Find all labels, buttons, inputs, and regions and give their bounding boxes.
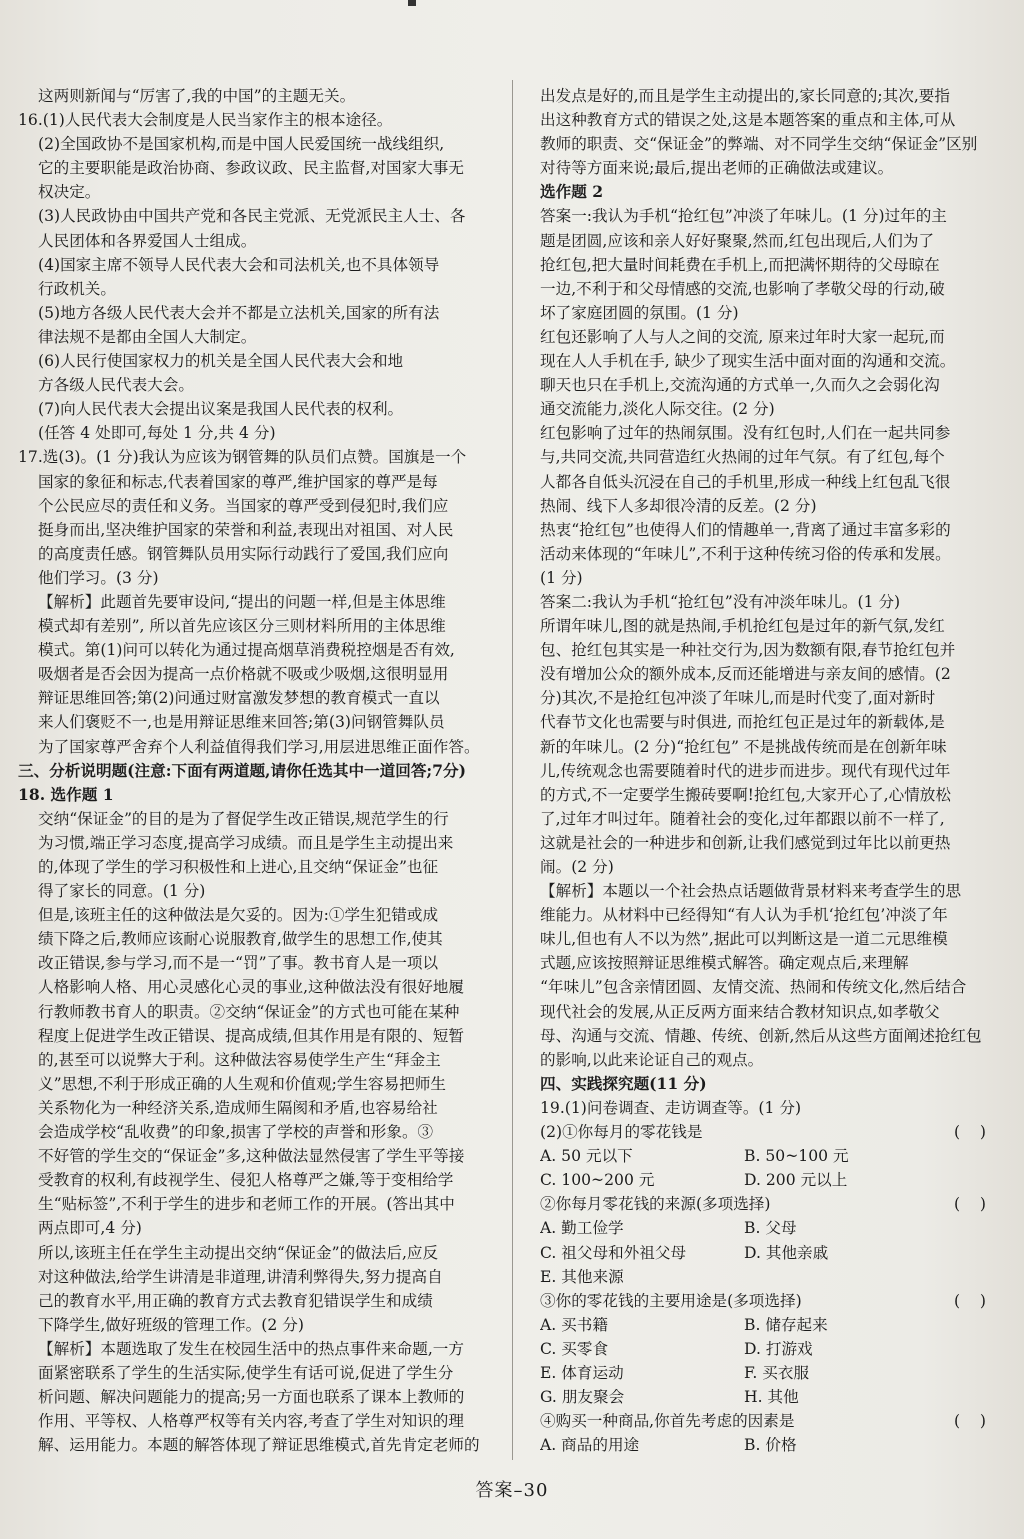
survey-option: B. 50~100 元 xyxy=(744,1147,849,1166)
survey-option: A. 买书籍 xyxy=(540,1315,608,1334)
text-line: 味儿,但也有人不以为然”,据此可以判断这是一道二元思维模 xyxy=(540,930,948,949)
survey-option: A. 勤工俭学 xyxy=(540,1219,624,1238)
text-line: 绩下降之后,教师应该耐心说服教育,做学生的思想工作,使其 xyxy=(38,930,443,949)
survey-option: A. 商品的用途 xyxy=(540,1436,640,1455)
text-line: (5)地方各级人民代表大会并不都是立法机关,国家的所有法 xyxy=(38,303,440,322)
survey-option: B. 价格 xyxy=(744,1436,797,1455)
text-line: 不好管的学生交的“保证金”多,这种做法显然侵害了学生平等接 xyxy=(38,1147,465,1166)
text-line: 三、分析说明题(注意:下面有两道题,请你任选其中一道回答;7分) xyxy=(18,760,466,780)
text-line: 一边,不利于和父母情感的交流,也影响了孝敬父母的行动,破 xyxy=(540,279,945,298)
text-line: 题是团圆,应该和亲人好好聚聚,然而,红包出现后,人们为了 xyxy=(540,231,935,250)
text-line: 17.选(3)。(1 分)我认为应该为钢管舞的队员们点赞。国旗是一个 xyxy=(18,448,467,467)
page-number: 答案–30 xyxy=(475,1480,549,1501)
survey-option: C. 100~200 元 xyxy=(540,1171,655,1190)
text-line: (7)向人民代表大会提出议案是我国人民代表的权利。 xyxy=(38,400,404,419)
text-line: 改正错误,参与学习,而不是一“罚”了事。教书育人是一项以 xyxy=(38,954,439,973)
text-line: 他们学习。(3 分) xyxy=(38,568,159,587)
text-line: 人都各自低头沉浸在自己的手机里,形成一种线上红包乱飞很 xyxy=(540,472,951,491)
text-line: 模式。第(1)问可以转化为通过提高烟草消费税控烟是否有效, xyxy=(38,641,455,660)
text-line: 出这种教育方式的错误之处,这是本题答案的重点和主体,可从 xyxy=(540,111,956,130)
text-line: 生“贴标签”,不利于学生的进步和老师工作的开展。(答出其中 xyxy=(38,1195,455,1214)
text-line: 两点即可,4 分) xyxy=(38,1219,142,1238)
text-line: 【解析】本题选取了发生在校园生活中的热点事件来命题,一方 xyxy=(38,1339,464,1358)
text-line: 来人们褒贬不一,也是用辩证思维来回答;第(3)问钢管舞队员 xyxy=(38,713,445,732)
survey-options-row xyxy=(540,1216,990,1240)
survey-question xyxy=(540,1289,990,1313)
text-line: 对这种做法,给学生讲清是非道理,讲清利弊得失,努力提高自 xyxy=(38,1267,443,1286)
text-line: 对待等方面来说;最后,提出老师的正确做法或建议。 xyxy=(540,159,894,178)
text-line: 下降学生,做好班级的管理工作。(2 分) xyxy=(38,1315,304,1334)
text-line: 为习惯,端正学习态度,提高学习成绩。而且是学生主动提出来 xyxy=(38,833,454,852)
text-line: (任答 4 处即可,每处 1 分,共 4 分) xyxy=(38,424,276,443)
right-column xyxy=(540,84,990,1457)
survey-option: E. 体育运动 xyxy=(540,1363,624,1382)
text-line: 选作题 2 xyxy=(540,182,604,202)
text-line: 程度上促进学生改正错误、提高成绩,但其作用是有限的、短暂 xyxy=(38,1026,464,1045)
survey-option: D. 200 元以上 xyxy=(744,1171,848,1190)
text-line: (3)人民政协由中国共产党和各民主党派、无党派民主人士、各 xyxy=(38,207,466,226)
text-line: 析问题、解决问题能力的提高;另一方面也联系了课本上教师的 xyxy=(38,1388,465,1407)
text-line: 关系物化为一种经济关系,造成师生隔阂和矛盾,也容易给社 xyxy=(38,1098,438,1117)
survey-option: H. 其他 xyxy=(744,1388,799,1407)
text-line: 解、运用能力。本题的解答体现了辩证思维模式,首先肯定老师的 xyxy=(38,1436,480,1455)
text-line: 这两则新闻与“厉害了,我的中国”的主题无关。 xyxy=(38,87,356,105)
text-line: 得了家长的同意。(1 分) xyxy=(38,882,206,901)
text-line: 会造成学校“乱收费”的印象,损害了学校的声誉和形象。③ xyxy=(38,1123,434,1142)
survey-options-row xyxy=(540,1241,990,1265)
survey-option: C. 祖父母和外祖父母 xyxy=(540,1243,687,1262)
text-line: 抢红包,把大量时间耗费在手机上,而把满怀期待的父母晾在 xyxy=(540,255,940,274)
text-line: 坏了家庭团圆的氛围。(1 分) xyxy=(540,303,739,322)
text-line: 受教育的权利,有歧视学生、侵犯人格尊严之嫌,等于变相给学 xyxy=(38,1171,454,1190)
text-line: 通交流能力,淡化人际交往。(2 分) xyxy=(540,400,775,419)
survey-question xyxy=(540,1409,990,1433)
text-line: 的,体现了学生的学习积极性和上进心,且交纳“保证金”也征 xyxy=(38,858,439,876)
text-line: 己的教育水平,用正确的教育方式去教育犯错误学生和成绩 xyxy=(38,1291,433,1310)
text-line: 【解析】此题首先要审设问,“提出的问题一样,但是主体思维 xyxy=(38,592,446,611)
text-line: 代春节文化也需要与时俱进, 而抢红包正是过年的新载体,是 xyxy=(540,713,945,732)
text-line: 聊天也只在手机上,交流沟通的方式单一,久而久之会弱化沟 xyxy=(540,376,940,395)
text-line: 四、实践探究题(11 分) xyxy=(540,1073,707,1093)
text-line: 活动来体现的“年味儿”,不利于这种传统习俗的传承和发展。 xyxy=(540,544,951,563)
text-line: 吸烟者是否会因为提高一点价格就不吸或少吸烟,这很明显用 xyxy=(38,665,449,684)
top-crop-mark xyxy=(408,0,416,6)
text-line: 的,甚至可以说弊大于利。这种做法容易使学生产生“拜金主 xyxy=(38,1050,441,1069)
survey-options-row xyxy=(540,1385,990,1409)
text-line: 包、抢红包其实是一种社交行为,因为数额有限,春节抢红包并 xyxy=(540,641,956,660)
answer-blank: ( ) xyxy=(954,1195,986,1214)
text-line: 出发点是好的,而且是学生主动提出的,家长同意的;其次,要指 xyxy=(540,87,950,105)
text-line: 但是,该班主任的这种做法是欠妥的。因为:①学生犯错或成 xyxy=(38,906,439,925)
text-line: 权决定。 xyxy=(38,183,101,202)
text-line: 答案二:我认为手机“抢红包”没有冲淡年味儿。(1 分) xyxy=(540,592,901,611)
text-line: 的影响,以此来论证自己的观点。 xyxy=(540,1050,764,1069)
text-line: 新的年味儿。(2 分)“抢红包” 不是挑战传统而是在创新年味 xyxy=(540,737,947,756)
text-line: 行政机关。 xyxy=(38,279,116,298)
text-line: 方各级人民代表大会。 xyxy=(38,376,194,395)
survey-option: B. 父母 xyxy=(744,1219,797,1238)
survey-options-row xyxy=(540,1265,990,1289)
survey-question-text: ③你的零花钱的主要用途是(多项选择) xyxy=(540,1291,802,1310)
text-line: 为了国家尊严舍弃个人利益值得我们学习,用层进思维正面作答。 xyxy=(38,737,480,756)
text-line: (2)全国政协不是国家机构,而是中国人民爱国统一战线组织, xyxy=(38,135,445,154)
survey-question xyxy=(540,1192,990,1216)
text-line: 国家的象征和标志,代表着国家的尊严,维护国家的尊严是每 xyxy=(38,472,438,491)
text-line: 的高度责任感。钢管舞队员用实际行动践行了爱国,我们应向 xyxy=(38,544,449,563)
survey-option: G. 朋友聚会 xyxy=(540,1388,625,1407)
survey-options-row xyxy=(540,1313,990,1337)
text-line: 所谓年味儿,图的就是热闹,手机抢红包是过年的新气氛,发红 xyxy=(540,617,945,636)
text-line: (4)国家主席不领导人民代表大会和司法机关,也不具体领导 xyxy=(38,255,440,274)
left-column xyxy=(18,84,486,1457)
text-line: (1 分) xyxy=(540,568,583,587)
text-line: 母、沟通与交流、情趣、传统、创新,然后从这些方面阐述抢红包 xyxy=(540,1026,982,1045)
text-line: 红包还影响了人与人之间的交流, 原来过年时大家一起玩,而 xyxy=(540,327,945,346)
text-line: 没有增加公众的额外成本,反而还能增进与亲友间的感情。(2 xyxy=(540,665,951,684)
text-line: 人格影响人格、用心灵感化心灵的事业,这种做法没有很好地履 xyxy=(38,978,464,997)
text-line: 面紧密联系了学生的生活实际,使学生有话可说,促进了学生分 xyxy=(38,1363,454,1382)
text-line: 答案一:我认为手机“抢红包”冲淡了年味儿。(1 分)过年的主 xyxy=(540,207,947,226)
column-divider xyxy=(512,80,513,1460)
text-line: 行教师教书育人的职责。②交纳“保证金”的方式也可能在某种 xyxy=(38,1002,460,1021)
text-line: 教师的职责、交“保证金”的弊端、对不同学生交纳“保证金”区别 xyxy=(540,135,978,154)
text-line: (6)人民行使国家权力的机关是全国人民代表大会和地 xyxy=(38,352,404,371)
text-line: “年味儿”包含亲情团圆、友情交流、热闹和传统文化,然后结合 xyxy=(540,978,967,997)
survey-option: C. 买零食 xyxy=(540,1339,609,1358)
text-line: 式题,应该按照辩证思维模式解答。确定观点后,来理解 xyxy=(540,954,909,973)
text-line: 律法规不是都由全国人大制定。 xyxy=(38,327,257,346)
survey-question-text: (2)①你每月的零花钱是 xyxy=(540,1123,703,1142)
text-line: 红包影响了过年的热闹氛围。没有红包时,人们在一起共同参 xyxy=(540,424,951,443)
survey-options-row xyxy=(540,1144,990,1168)
survey-option: F. 买衣服 xyxy=(744,1363,810,1382)
text-line: 闹。(2 分) xyxy=(540,858,614,876)
survey-question-text: ②你每月零花钱的来源(多项选择) xyxy=(540,1195,771,1214)
text-line: 的方式,不一定要学生搬砖要啊!抢红包,大家开心了,心情放松 xyxy=(540,785,951,804)
text-line: 与,共同交流,共同营造红火热闹的过年气氛。有了红包,每个 xyxy=(540,448,945,467)
text-line: 【解析】本题以一个社会热点话题做背景材料来考查学生的思 xyxy=(540,882,962,901)
text-line: 义”思想,不利于形成正确的人生观和价值观;学生容易把师生 xyxy=(38,1074,447,1093)
text-line: 热衷“抢红包”也使得人们的情趣单一,背离了通过丰富多彩的 xyxy=(540,520,951,539)
survey-option: D. 其他亲戚 xyxy=(744,1243,829,1262)
survey-question xyxy=(540,1120,990,1144)
survey-options-row xyxy=(540,1168,990,1192)
answer-blank: ( ) xyxy=(954,1412,986,1431)
text-line: 分)其次,不是抢红包冲淡了年味儿,而是时代变了,面对新时 xyxy=(540,689,936,708)
survey-options-row xyxy=(540,1361,990,1385)
text-line: 现在人人手机在手, 缺少了现实生活中面对面的沟通和交流。 xyxy=(540,352,956,371)
text-line: 模式却有差别”, 所以首先应该区分三则材料所用的主体思维 xyxy=(38,617,446,636)
survey-question-text: ④购买一种商品,你首先考虑的因素是 xyxy=(540,1412,795,1431)
survey-option: D. 打游戏 xyxy=(744,1339,813,1358)
text-line: 人民团体和各界爱国人士组成。 xyxy=(38,231,257,250)
text-line: 所以,该班主任在学生主动提出交纳“保证金”的做法后,应反 xyxy=(38,1243,439,1262)
text-line: 18. 选作题 1 xyxy=(18,784,114,804)
text-line: 热闹、线下人多却很冷清的反差。(2 分) xyxy=(540,496,817,515)
text-line: 个公民应尽的责任和义务。当国家的尊严受到侵犯时,我们应 xyxy=(38,496,449,515)
survey-option: B. 储存起来 xyxy=(744,1315,828,1334)
answer-blank: ( ) xyxy=(954,1291,986,1310)
survey-option: E. 其他来源 xyxy=(540,1267,624,1286)
text-line: 儿,传统观念也需要随着时代的进步而进步。现代有现代过年 xyxy=(540,761,951,780)
text-line: 19.(1)问卷调查、走访调查等。(1 分) xyxy=(540,1098,802,1117)
survey-options-row xyxy=(540,1337,990,1361)
text-line: 它的主要职能是政治协商、参政议政、民主监督,对国家大事无 xyxy=(38,159,464,178)
text-line: 了,过年才叫过年。随着社会的变化,过年都跟以前不一样了, xyxy=(540,809,945,828)
answer-blank: ( ) xyxy=(954,1123,986,1142)
text-line: 交纳“保证金”的目的是为了督促学生改正错误,规范学生的行 xyxy=(38,809,449,828)
survey-option: A. 50 元以下 xyxy=(540,1147,633,1166)
text-line: 作用、平等权、人格尊严权等有关内容,考查了学生对知识的理 xyxy=(38,1412,464,1431)
text-line: 挺身而出,坚决维护国家的荣誉和利益,表现出对祖国、对人民 xyxy=(38,520,454,539)
text-line: 辩证思维回答;第(2)问通过财富激发梦想的教育模式一直以 xyxy=(38,689,440,708)
text-line: 16.(1)人民代表大会制度是人民当家作主的根本途径。 xyxy=(18,111,393,130)
text-line: 现代社会的发展,从正反两方面来结合教材知识点,如孝敬父 xyxy=(540,1002,940,1021)
survey-options-row xyxy=(540,1433,990,1457)
text-line: 这就是社会的一种进步和创新,让我们感觉到过年比以前更热 xyxy=(540,833,951,852)
text-line: 维能力。从材料中已经得知“有人认为手机‘抢红包’冲淡了年 xyxy=(540,906,948,925)
